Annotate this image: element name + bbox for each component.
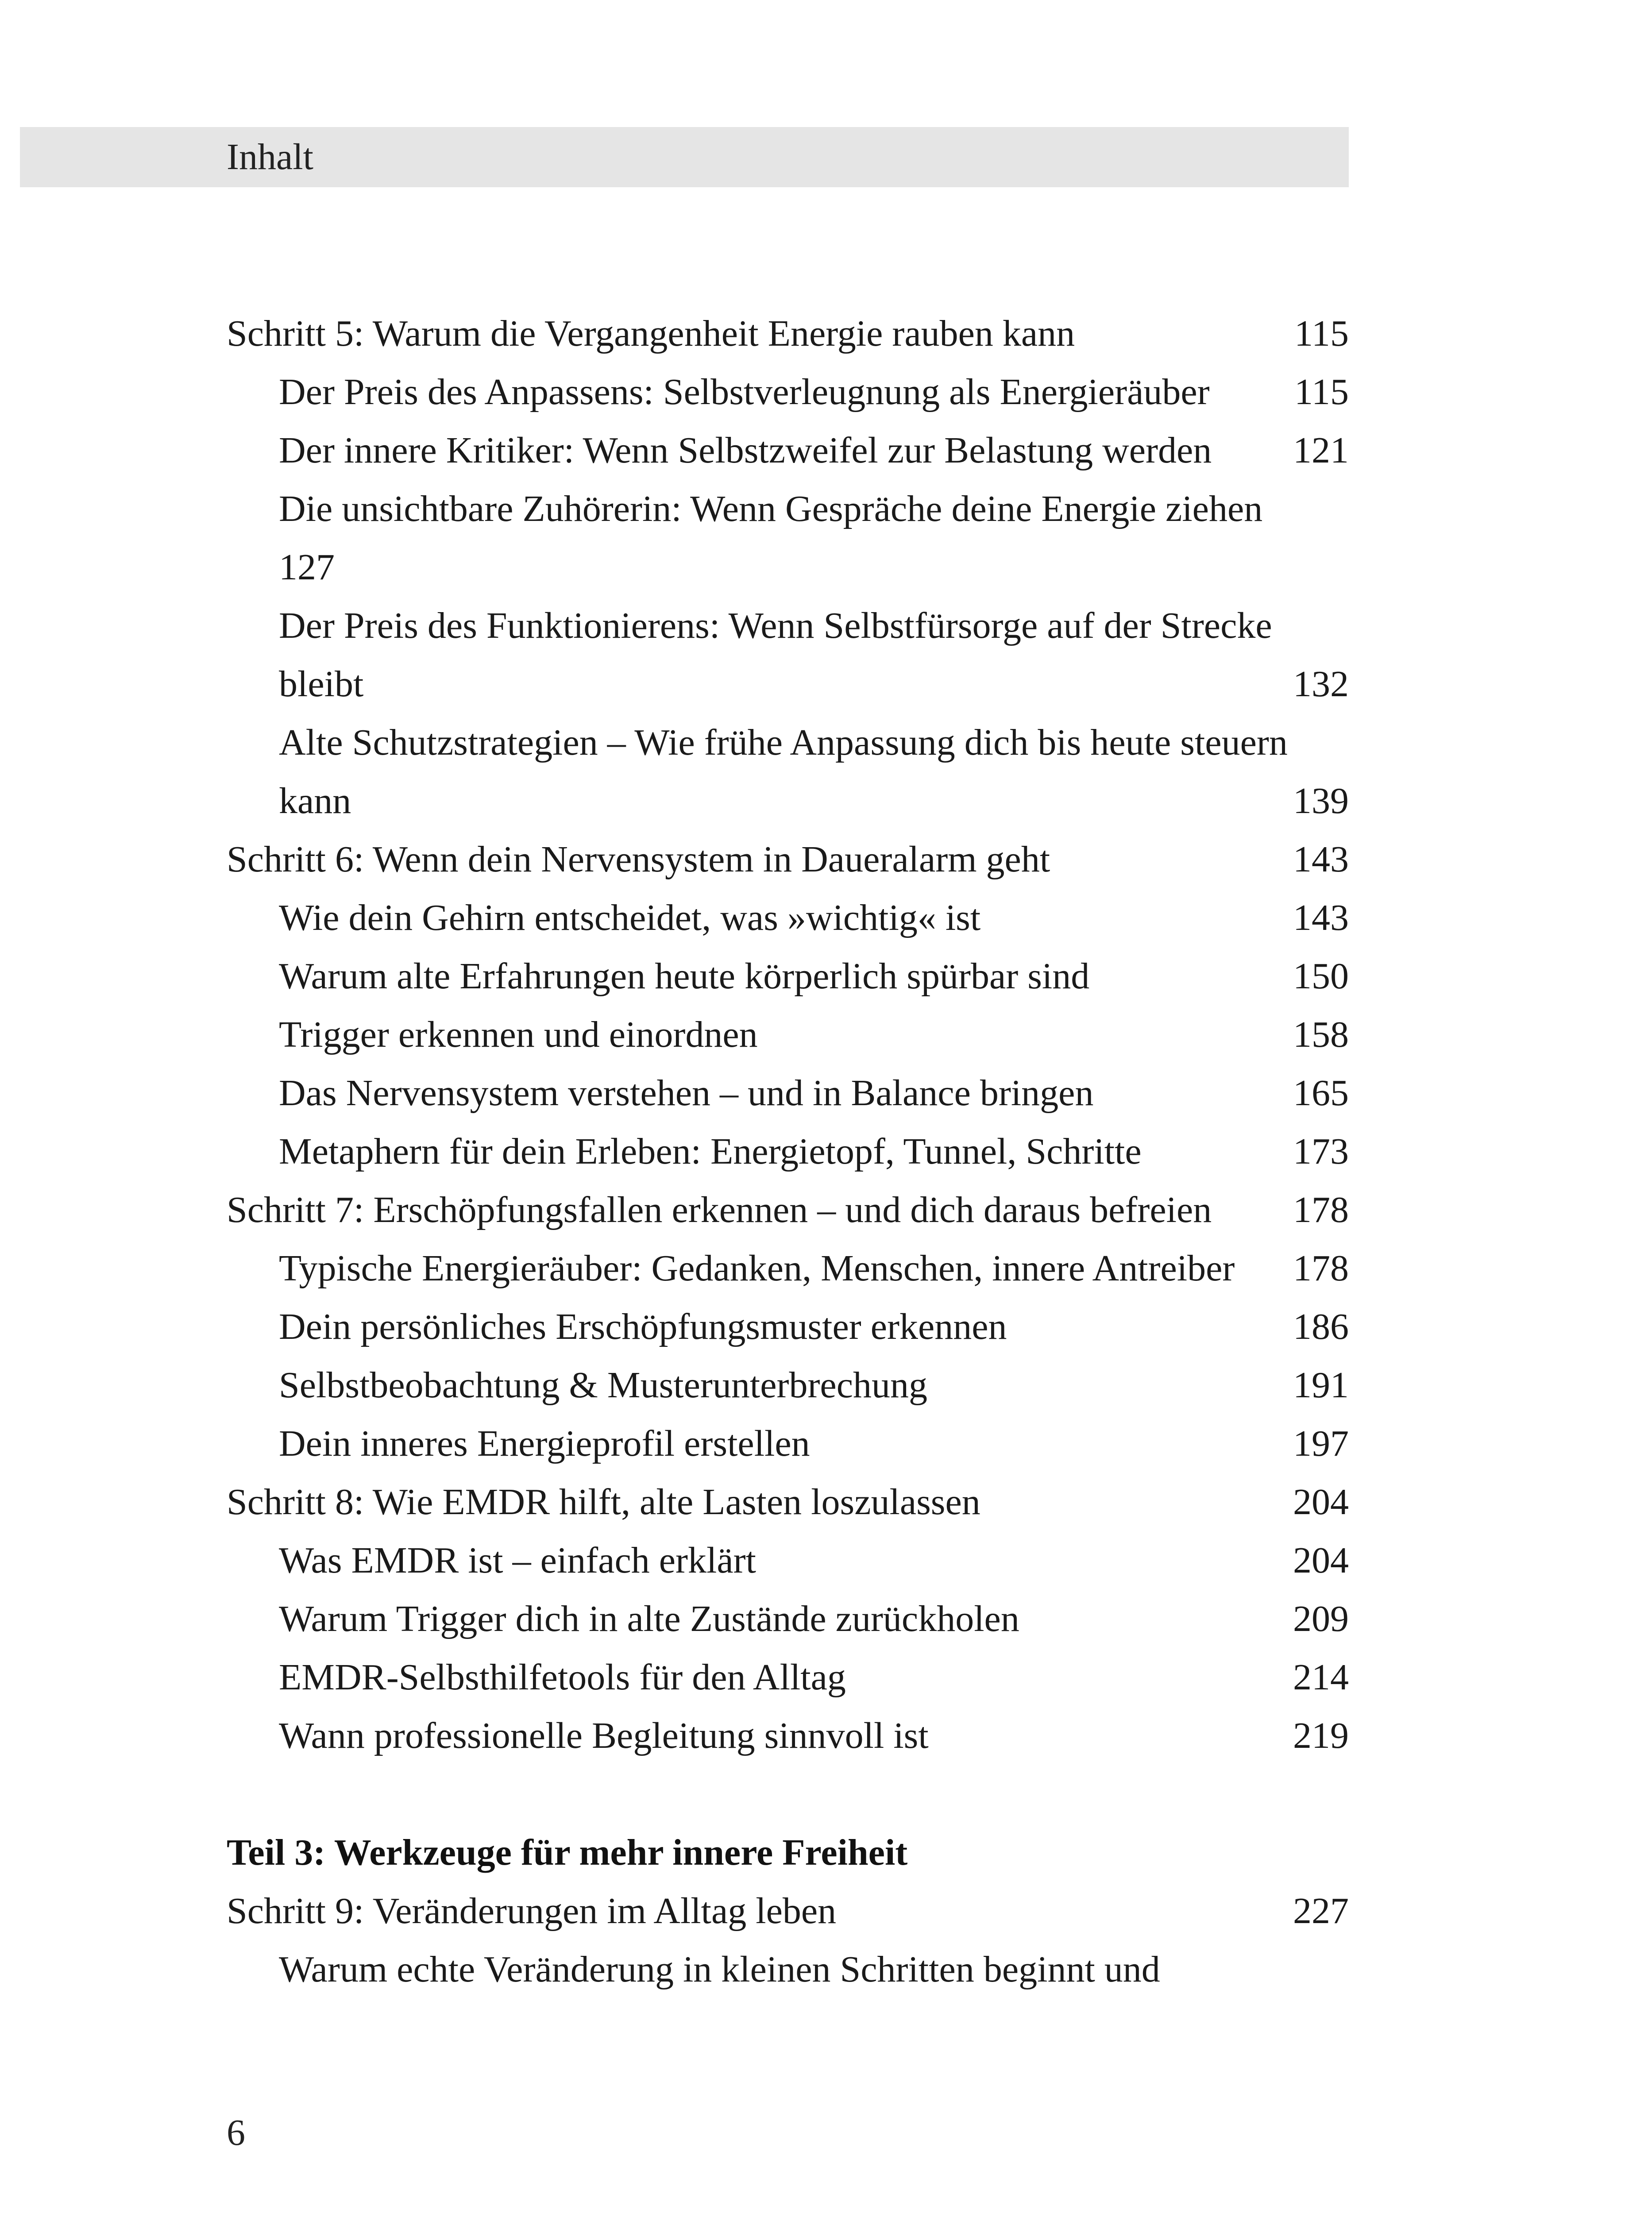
toc-section-row: [227, 1239, 1349, 1298]
toc-entry-page: 132: [1293, 663, 1349, 705]
toc-entry-page: 139: [1293, 780, 1349, 821]
toc-entry-title: Der Preis des Funktionierens: Wenn Selbstfürsorge auf der Strecke: [279, 605, 1272, 646]
toc-entry-title: Warum Trigger dich in alte Zustände zurückholen: [279, 1598, 1019, 1639]
toc-entry-title: EMDR-Selbsthilfetools für den Alltag: [279, 1657, 846, 1698]
toc-entry-page: 143: [1293, 897, 1349, 938]
table-of-contents: [227, 305, 1349, 1999]
toc-section-row: [227, 1648, 1349, 1707]
toc-entry-title: Selbstbeobachtung & Musterunterbrechung: [279, 1365, 927, 1406]
toc-entry-title: Metaphern für dein Erleben: Energietopf, Tunnel, Schritte: [279, 1131, 1142, 1172]
toc-chapter-row: [227, 1882, 1349, 1940]
toc-entry-page: 143: [1293, 839, 1349, 880]
toc-section-row: [227, 421, 1349, 480]
toc-entry-title: Die unsichtbare Zuhörerin: Wenn Gespräche deine Energie ziehen: [279, 488, 1263, 529]
toc-entry-page: 150: [1293, 956, 1349, 997]
toc-entry-page: 204: [1293, 1481, 1349, 1523]
toc-entry-page: 178: [1293, 1248, 1349, 1289]
toc-entry-title: Wann professionelle Begleitung sinnvoll ist: [279, 1715, 929, 1756]
toc-entry-page: 227: [1293, 1890, 1349, 1932]
toc-entry-title: Der innere Kritiker: Wenn Selbstzweifel zur Belastung werden: [279, 430, 1212, 471]
part-heading: Teil 3: Werkzeuge für mehr innere Freiheit: [227, 1832, 908, 1873]
toc-entry-page: 191: [1293, 1365, 1349, 1406]
toc-entry-title: Der Preis des Anpassens: Selbstverleugnung als Energieräuber: [279, 371, 1210, 413]
toc-chapter-row: [227, 830, 1349, 889]
toc-section-row: [227, 1707, 1349, 1765]
toc-section-row: [227, 655, 1349, 713]
toc-entry-page: 219: [1293, 1715, 1349, 1756]
toc-section-row: [227, 363, 1349, 421]
toc-section-row: [227, 1940, 1349, 1999]
toc-entry-title: Schritt 6: Wenn dein Nervensystem in Daueralarm geht: [227, 839, 1050, 880]
toc-entry-title: Was EMDR ist – einfach erklärt: [279, 1540, 756, 1581]
toc-entry-page: 121: [1293, 430, 1349, 471]
toc-entry-title: Wie dein Gehirn entscheidet, was »wichtig« ist: [279, 897, 981, 938]
toc-section-row: [227, 1064, 1349, 1122]
toc-entry-page: 173: [1293, 1131, 1349, 1172]
toc-entry-page: 186: [1293, 1306, 1349, 1347]
toc-entry-title: kann: [279, 780, 351, 821]
toc-chapter-row: [227, 1181, 1349, 1239]
running-header-bar: [20, 127, 1349, 187]
toc-section-row: [227, 889, 1349, 947]
toc-entry-page: 209: [1293, 1598, 1349, 1639]
toc-entry-title: Dein persönliches Erschöpfungsmuster erkennen: [279, 1306, 1007, 1347]
toc-block-1: [227, 305, 1349, 1765]
toc-block-2: [227, 1882, 1349, 1999]
toc-section-row: [227, 1531, 1349, 1590]
toc-chapter-row: [227, 305, 1349, 363]
toc-entry-page: 178: [1293, 1189, 1349, 1230]
toc-section-row: [227, 713, 1349, 772]
toc-entry-title: Das Nervensystem verstehen – und in Balance bringen: [279, 1072, 1094, 1114]
toc-entry-page: 214: [1293, 1657, 1349, 1698]
toc-section-row: [227, 1006, 1349, 1064]
toc-entry-title: Schritt 7: Erschöpfungsfallen erkennen – und dich daraus befreien: [227, 1189, 1212, 1230]
toc-section-row: [227, 538, 1349, 597]
toc-entry-page: 204: [1293, 1540, 1349, 1581]
running-header-title: Inhalt: [227, 136, 313, 177]
toc-section-row: [227, 597, 1349, 655]
toc-section-row: [227, 772, 1349, 830]
toc-entry-title: Warum alte Erfahrungen heute körperlich spürbar sind: [279, 956, 1090, 997]
toc-entry-title: bleibt: [279, 663, 364, 705]
toc-entry-title: Schritt 9: Veränderungen im Alltag leben: [227, 1890, 837, 1932]
toc-entry-title: 127: [279, 547, 335, 588]
toc-entry-page: 115: [1294, 313, 1349, 354]
toc-entry-page: 115: [1294, 371, 1349, 413]
toc-section-row: [227, 1415, 1349, 1473]
toc-chapter-row: [227, 1473, 1349, 1531]
toc-entry-title: Trigger erkennen und einordnen: [279, 1014, 758, 1055]
toc-entry-title: Alte Schutzstrategien – Wie frühe Anpassung dich bis heute steuern: [279, 722, 1288, 763]
toc-section-row: [227, 480, 1349, 538]
toc-entry-page: 197: [1293, 1423, 1349, 1464]
toc-section-row: [227, 947, 1349, 1006]
page-number: 6: [227, 2112, 245, 2153]
toc-entry-title: Schritt 5: Warum die Vergangenheit Energie rauben kann: [227, 313, 1075, 354]
toc-entry-title: Typische Energieräuber: Gedanken, Menschen, innere Antreiber: [279, 1248, 1235, 1289]
toc-section-row: [227, 1298, 1349, 1356]
toc-section-row: [227, 1590, 1349, 1648]
toc-section-row: [227, 1122, 1349, 1181]
toc-section-row: [227, 1356, 1349, 1415]
toc-entry-page: 165: [1293, 1072, 1349, 1114]
toc-entry-title: Dein inneres Energieprofil erstellen: [279, 1423, 810, 1464]
toc-entry-title: Warum echte Veränderung in kleinen Schritten beginnt und: [279, 1949, 1160, 1990]
toc-entry-page: 158: [1293, 1014, 1349, 1055]
toc-entry-title: Schritt 8: Wie EMDR hilft, alte Lasten loszulassen: [227, 1481, 980, 1523]
